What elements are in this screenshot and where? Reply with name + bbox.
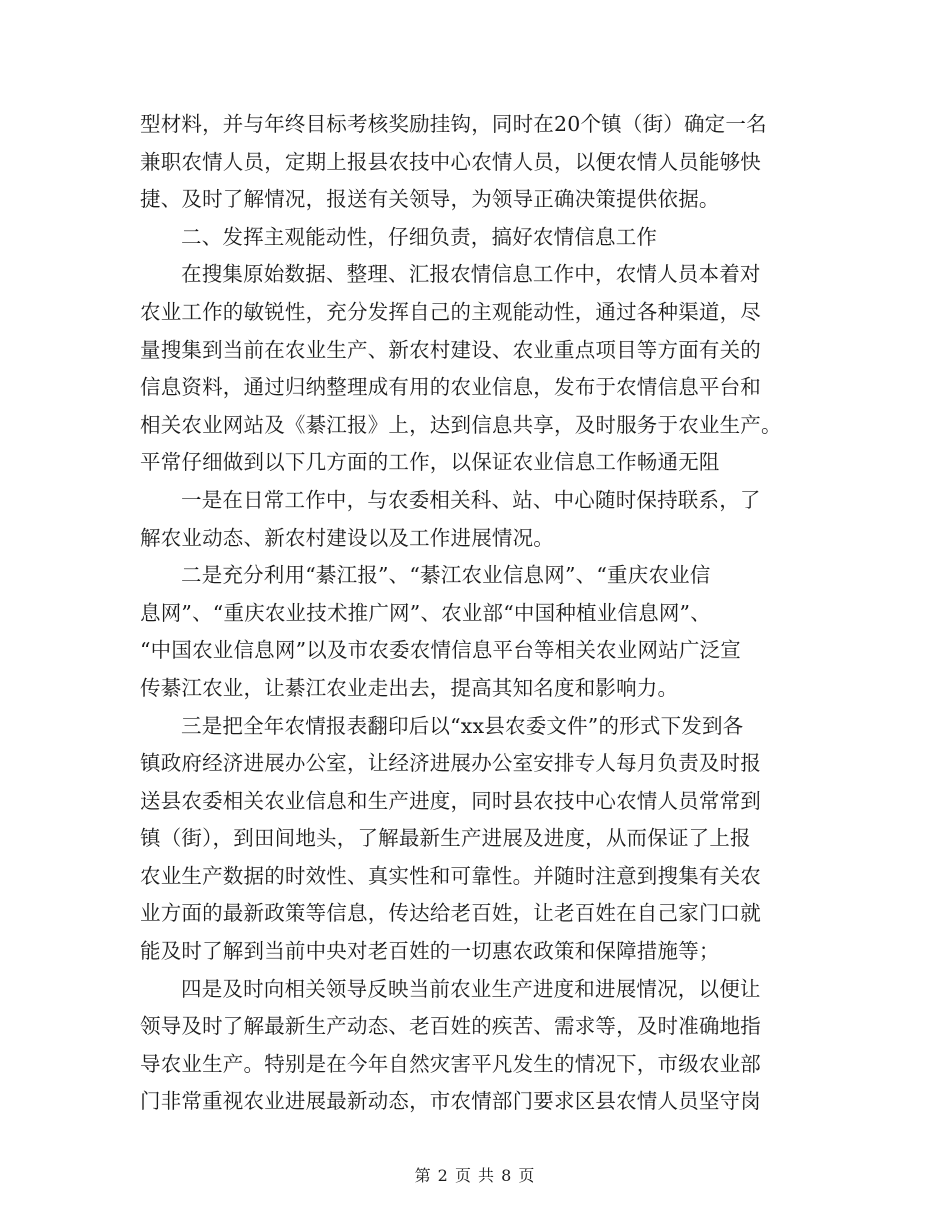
text-line: 领导及时了解最新生产动态、老百姓的疾苦、需求等，及时准确地指 [140,1014,761,1039]
text-line: “中国农业信息网”以及市农委农情信息平台等相关农业网站广泛宣 [140,638,741,663]
text-line: 三是把全年农情报表翻印后以“xx县农委文件”的形式下发到各 [181,713,744,738]
text-line: 相关农业网站及《綦江报》上，达到信息共享，及时服务于农业生产。 [140,412,782,437]
text-line: 镇政府经济进展办公室，让经济进展办公室安排专人每月负责及时报 [140,751,761,776]
text-line: 四是及时向相关领导反映当前农业生产进度和进展情况，以便让 [181,976,761,1001]
text-line: 传綦江农业，让綦江农业走出去，提高其知名度和影响力。 [140,675,679,700]
text-line: 农业工作的敏锐性，充分发挥自己的主观能动性，通过各种渠道，尽 [140,299,761,324]
text-line: 镇（街），到田间地头，了解最新生产进展及进度，从而保证了上报 [140,826,751,851]
text-line: 量搜集到当前在农业生产、新农村建设、农业重点项目等方面有关的 [140,337,761,362]
text-line: 农业生产数据的时效性、真实性和可靠性。并随时注意到搜集有关农 [140,863,761,888]
text-line: 导农业生产。特别是在今年自然灾害平凡发生的情况下，市级农业部 [140,1051,761,1076]
page-number: 第 2 页 共 8 页 [414,1166,536,1185]
text-line: 送县农委相关农业信息和生产进度，同时县农技中心农情人员常常到 [140,788,761,813]
document-body [140,106,820,1121]
text-line: 二、发挥主观能动性，仔细负责，搞好农情信息工作 [181,224,658,249]
text-line: 能及时了解到当前中央对老百姓的一切惠农政策和保障措施等； [140,939,720,964]
text-line: 信息资料，通过归纳整理成有用的农业信息，发布于农情信息平台和 [140,375,761,400]
text-line: 息网”、“重庆农业技术推广网”、农业部“中国种植业信息网”、 [140,600,711,625]
text-line: 在搜集原始数据、整理、汇报农情信息工作中，农情人员本着对 [181,262,761,287]
text-line: 平常仔细做到以下几方面的工作，以保证农业信息工作畅通无阻 [140,450,720,475]
text-line: 业方面的最新政策等信息，传达给老百姓，让老百姓在自己家门口就 [140,901,761,926]
text-line: 兼职农情人员，定期上报县农技中心农情人员，以便农情人员能够快 [140,149,761,174]
text-line: 解农业动态、新农村建设以及工作进展情况。 [140,525,554,550]
text-line: 一是在日常工作中，与农委相关科、站、中心随时保持联系，了 [181,487,761,512]
text-line: 二是充分利用“綦江报”、“綦江农业信息网”、“重庆农业信 [181,563,711,588]
text-line: 捷、及时了解情况，报送有关领导，为领导正确决策提供依据。 [140,187,720,212]
text-line: 型材料，并与年终目标考核奖励挂钩，同时在20个镇（街）确定一名 [140,112,767,136]
text-line: 门非常重视农业进展最新动态，市农情部门要求区县农情人员坚守岗 [140,1089,761,1114]
